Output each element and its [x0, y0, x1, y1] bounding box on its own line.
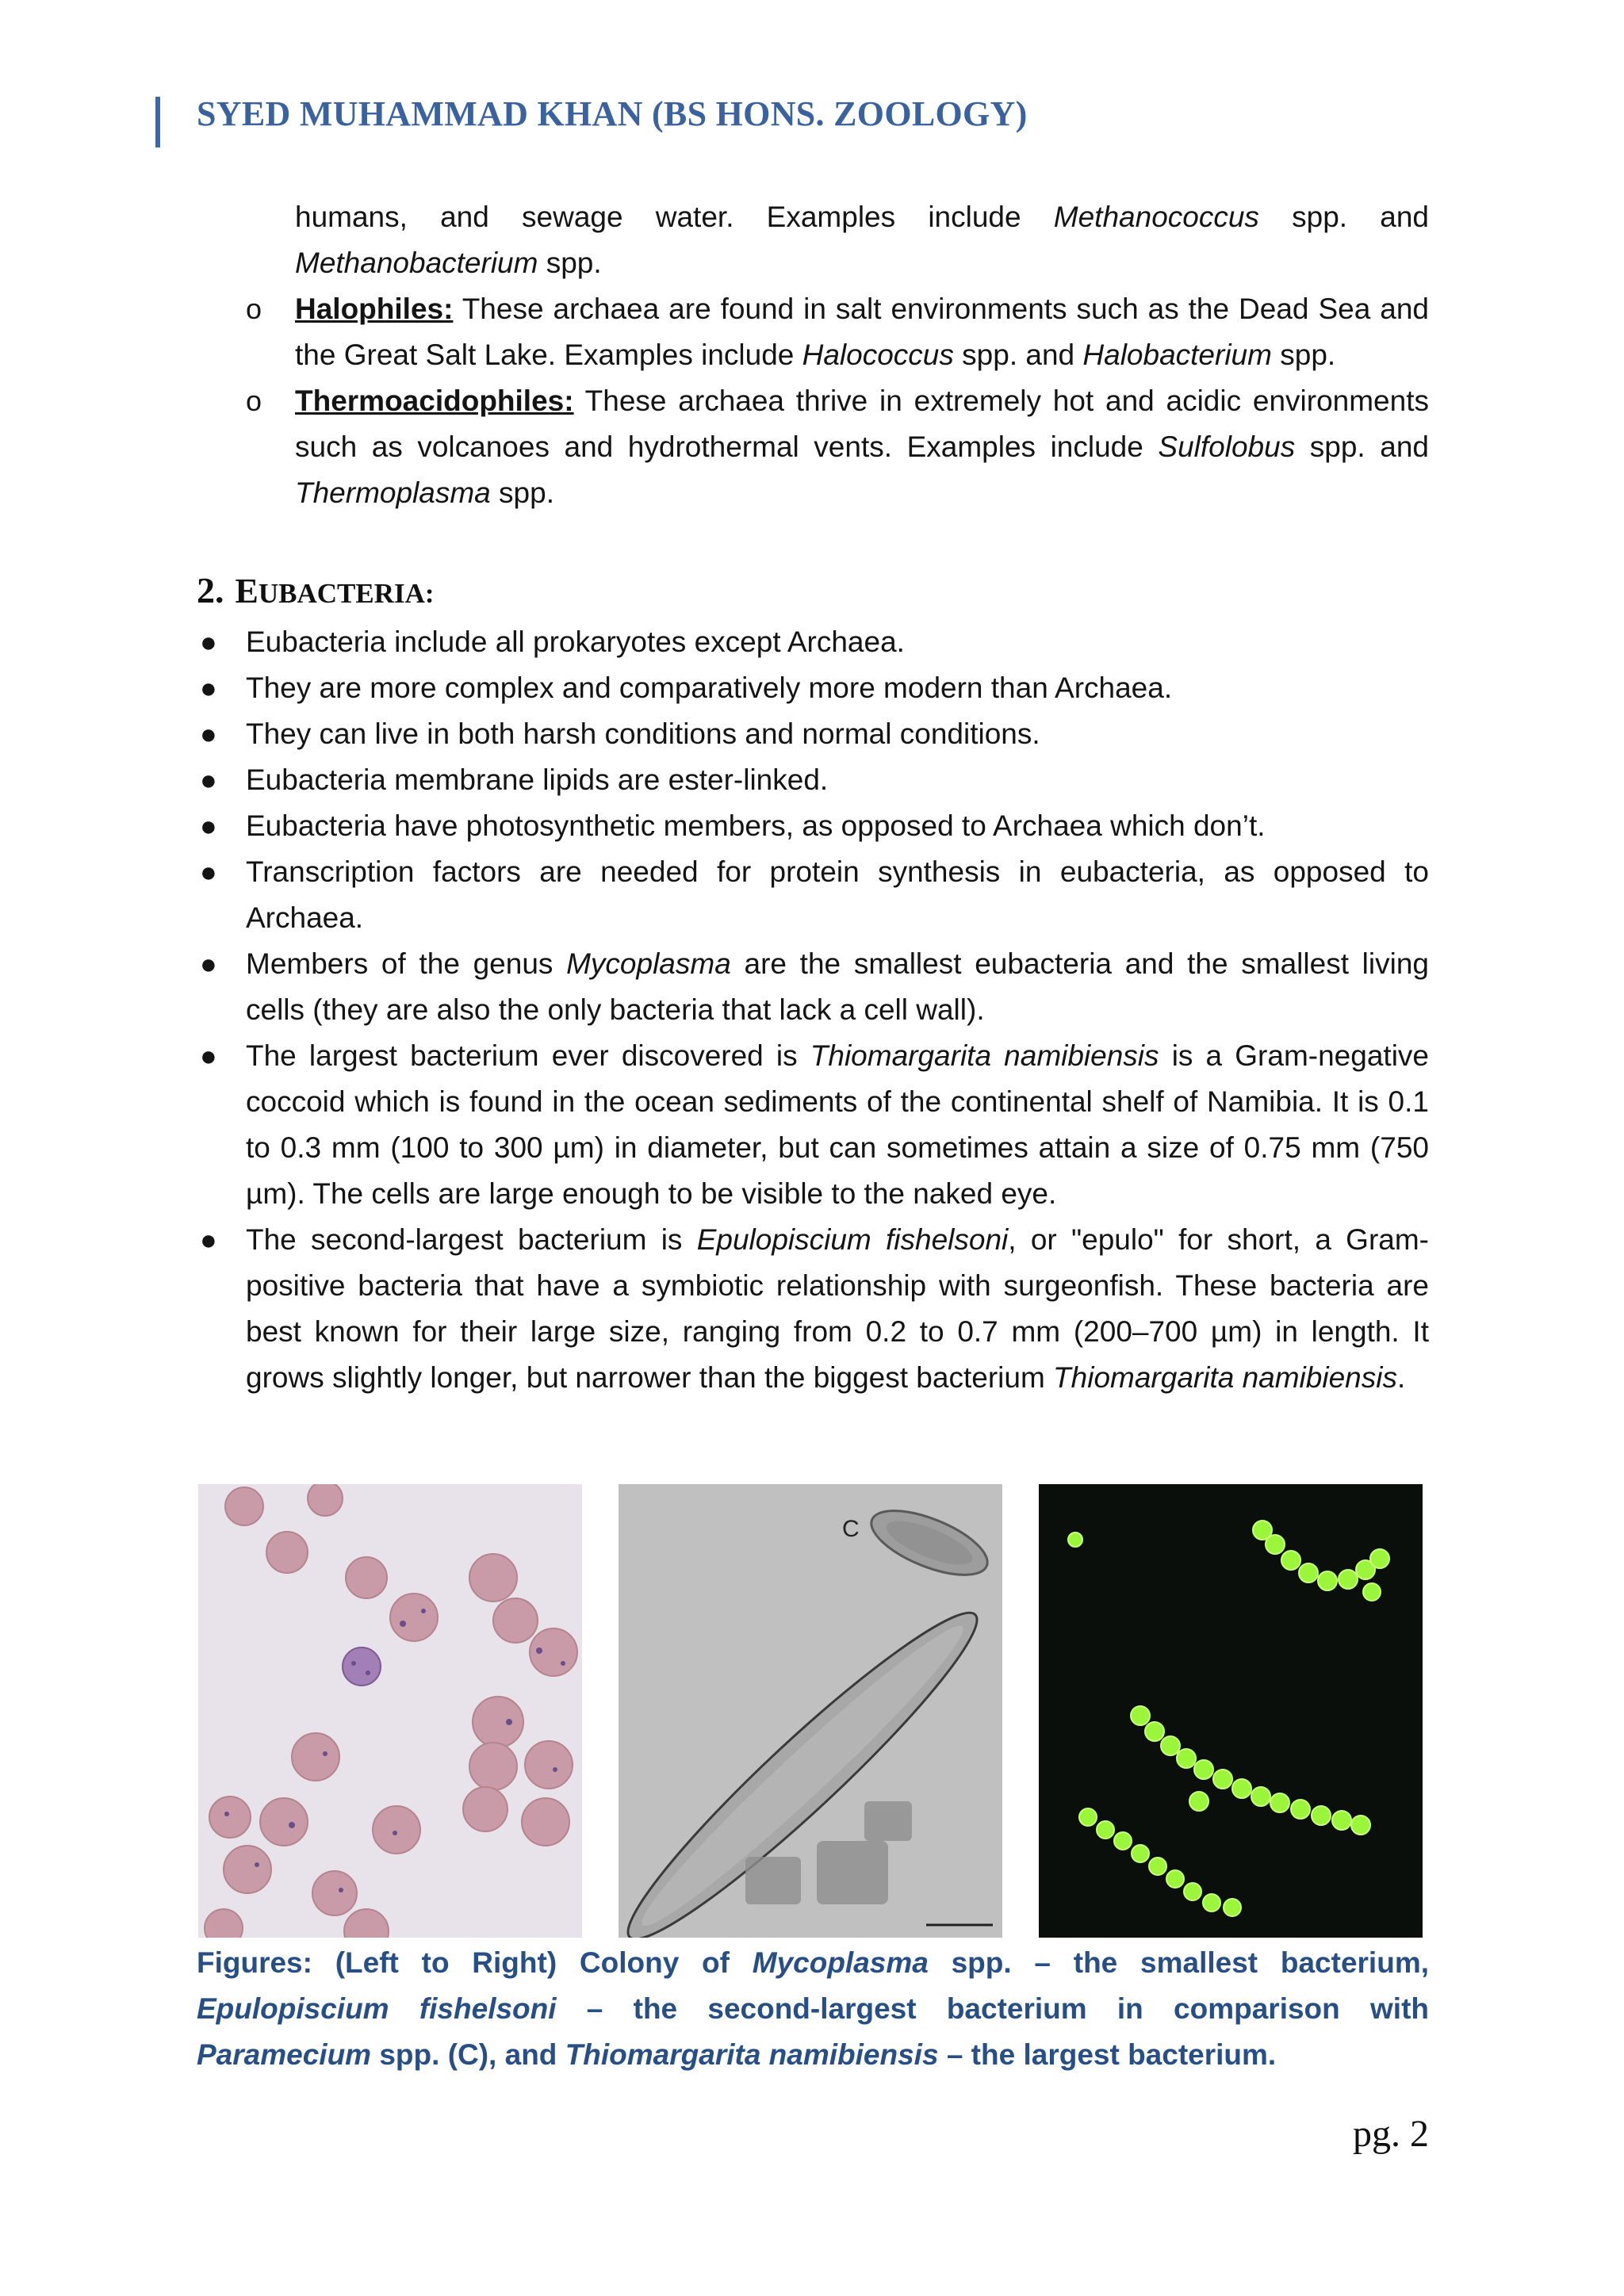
section-heading-eubacteria: [197, 569, 435, 611]
text-run: spp. and: [953, 339, 1083, 371]
figure-thiomargarita-image: [1039, 1484, 1423, 1938]
bullet-icon: ●: [200, 1039, 217, 1072]
list-item: [197, 711, 1429, 757]
list-item: [197, 619, 1429, 665]
genus-name: Methanococcus: [1053, 201, 1259, 233]
bullet-icon: ●: [200, 947, 217, 980]
list-item-thermoacidophiles: [238, 378, 1429, 516]
text-run: are the smallest eubacteria and the smallest living cells (they are also the only bacteria that lack a cell wall).: [246, 947, 1429, 1026]
circle-bullet-icon: o: [246, 293, 262, 325]
bullet-icon: ●: [200, 855, 217, 888]
bullet-icon: ●: [200, 1223, 217, 1256]
bullet-text: Eubacteria membrane lipids are ester-linked.: [246, 763, 829, 796]
archaea-group-list: [238, 286, 1429, 516]
text-run: .: [1396, 1361, 1406, 1394]
section-title-rest: UBACTERIA:: [258, 578, 435, 609]
text-run: spp. and: [1295, 430, 1429, 463]
text-run: is a Gram-negative coccoid which is found in the ocean sediments of the continental shelf of Namibia. It is 0.1 to 0.3 mm (100 to 300 µm) in diameter, but can sometimes attain a size of 0.75 mm (750 µm). The cells are large enough to be visible to the naked eye.: [246, 1039, 1429, 1210]
text-run: spp. (C), and: [371, 2038, 565, 2071]
text-run: The largest bacterium ever discovered is: [246, 1039, 810, 1072]
genus-name: Mycoplasma: [752, 1946, 929, 1979]
bullet-text: Eubacteria have photosynthetic members, as opposed to Archaea which don’t.: [246, 809, 1266, 842]
list-item: [197, 803, 1429, 849]
genus-name: Mycoplasma: [566, 947, 731, 980]
text-run: spp. and: [1258, 201, 1429, 233]
text-run: – the largest bacterium.: [938, 2038, 1277, 2071]
list-item: [197, 1217, 1429, 1401]
text-run: , or "epulo" for short, a Gram-positive bacteria that have a symbiotic relationship with surgeonfish. These bacteria are best known for their large size, ranging from 0.2 to 0.7 mm (200–700 µm) in length. It grows slightly longer, but narrower than the biggest bacterium: [246, 1223, 1429, 1394]
continuation-paragraph: [295, 194, 1429, 286]
epulopiscium-micrograph: [619, 1484, 1002, 1938]
genus-name: Halococcus: [802, 339, 954, 371]
text-run: spp.: [1271, 339, 1336, 371]
page-number: pg. 2: [1353, 2113, 1429, 2155]
genus-name: Thermoplasma: [295, 476, 491, 509]
term-thermoacidophiles: Thermoacidophiles:: [295, 385, 574, 417]
figure-epulopiscium-image: [619, 1484, 1002, 1938]
page-header-title: SYED MUHAMMAD KHAN (BS HONS. ZOOLOGY): [197, 94, 1028, 133]
species-name: Thiomargarita namibiensis: [810, 1039, 1159, 1072]
text-run: The second-largest bacterium is: [246, 1223, 697, 1256]
bullet-icon: ●: [200, 718, 217, 750]
text-run: – the second-largest bacterium in comparison with: [556, 1992, 1429, 2025]
text-run: spp. – the smallest bacterium,: [928, 1946, 1429, 1979]
thiomargarita-micrograph: [1039, 1484, 1423, 1938]
circle-bullet-icon: o: [246, 385, 262, 417]
list-item-halophiles: [238, 286, 1429, 378]
genus-name: Paramecium: [197, 2038, 372, 2071]
list-item: [197, 757, 1429, 803]
bullet-icon: ●: [200, 763, 217, 796]
text-run: Figures: (Left to Right) Colony of: [197, 1946, 753, 1979]
term-halophiles: Halophiles:: [295, 293, 454, 325]
bullet-icon: ●: [200, 809, 217, 842]
bullet-text: They can live in both harsh conditions and normal conditions.: [246, 718, 1040, 750]
genus-name: Methanobacterium: [295, 247, 538, 279]
eubacteria-bullet-list: [197, 619, 1429, 1401]
header-accent-bar: [155, 97, 160, 147]
figure-caption: [197, 1940, 1429, 2078]
text-run: Members of the genus: [246, 947, 567, 980]
list-item: [197, 849, 1429, 941]
section-title-initial: E: [235, 572, 259, 610]
list-item: [197, 941, 1429, 1033]
bullet-text: Eubacteria include all prokaryotes except Archaea.: [246, 626, 905, 658]
figure-mycoplasma-image: [198, 1484, 582, 1938]
section-number: 2.: [197, 570, 224, 610]
bullet-text: They are more complex and comparatively more modern than Archaea.: [246, 672, 1173, 704]
bullet-icon: ●: [200, 672, 217, 704]
genus-name: Sulfolobus: [1158, 430, 1296, 463]
genus-name: Halobacterium: [1082, 339, 1272, 371]
species-name: Epulopiscium fishelsoni: [197, 1992, 557, 2025]
text-run: These archaea are found in salt environments such as the Dead Sea and the Great Salt Lake. Examples include: [295, 293, 1429, 371]
species-name: Thiomargarita namibiensis: [1053, 1361, 1397, 1394]
list-item: [197, 665, 1429, 711]
text-run: humans, and sewage water. Examples include: [295, 201, 1054, 233]
bullet-text: Transcription factors are needed for protein synthesis in eubacteria, as opposed to Archaea.: [246, 855, 1429, 934]
text-run: spp.: [490, 476, 554, 509]
paramecium-label: C: [842, 1516, 860, 1542]
list-item: [197, 1033, 1429, 1217]
bullet-icon: ●: [200, 626, 217, 658]
mycoplasma-micrograph: [198, 1484, 582, 1938]
text-run: These archaea thrive in extremely hot and acidic environments such as volcanoes and hydrothermal vents. Examples include: [295, 385, 1429, 463]
text-run: spp.: [538, 247, 602, 279]
species-name: Thiomargarita namibiensis: [565, 2038, 939, 2071]
species-name: Epulopiscium fishelsoni: [696, 1223, 1009, 1256]
